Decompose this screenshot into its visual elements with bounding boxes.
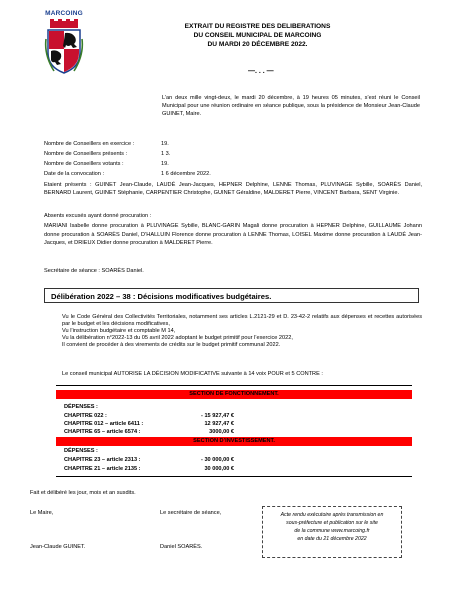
chapter-row-value: 3000,00 € — [209, 429, 234, 435]
chapter-row-value: 30 000,00 € — [204, 466, 234, 472]
absent-procurations: MARIANI Isabelle donne procuration à PLUVINAGE Sybille, BLANC-GARIN Magali donne procuration à HEPNER Delphine, GUILLAUME Johann donne procuration à SOARÈS Daniel, D’HALLUIN Florence donne procuration à LENNE Thomas, LOISEL Maxime donne procuration à LAUDÉ Jean-Jacques, et DRIEUX Didier donne procuration à MALDERET Pierre. — [44, 223, 422, 247]
stamp-line-2: sous-préfecture et publication sur le site — [286, 520, 378, 526]
maire-label: Le Maire, — [30, 510, 54, 516]
secretaire-label: Le secrétaire de séance, — [160, 510, 222, 516]
visa-line-2: Vu l’instruction budgétaire et comptable M 14, — [62, 328, 176, 334]
count-value-presents: 1 3. — [161, 151, 171, 157]
absent-title: Absents excusés ayant donné procuration : — [44, 213, 152, 219]
count-label-presents: Nombre de Conseillers présents : — [44, 151, 128, 157]
count-value-convocation: 1 6 décembre 2022. — [161, 171, 211, 177]
visa-line-4: Il convient de procéder à des virements de crédits sur le budget primitif communal 2022. — [62, 342, 281, 348]
chapter-row-label: CHAPITRE 022 : — [64, 413, 107, 419]
count-value-exercice: 19. — [161, 141, 169, 147]
chapter-row-value: - 30 000,00 € — [201, 457, 234, 463]
document-header — [170, 22, 345, 49]
delibere-line: Fait et délibéré les jour, mois et an susdits. — [30, 490, 136, 496]
present-members: Etaient présents : GUINET Jean-Claude, LAUDÉ Jean-Jacques, HEPNER Delphine, LENNE Thomas, PLUVINAGE Sybille, SOARÈS Daniel, BERNARD Laurent, GUINET Stéphanie, CARPENTIER Christophe, GUINET Géraldine, MALDERET Pierre, VINCENT Barbara, SENT Virginie. — [44, 182, 422, 196]
header-line-2: DU CONSEIL MUNICIPAL DE MARCOING — [193, 32, 322, 39]
chapter-row-label: CHAPITRE 65 – article 6574 : — [64, 429, 141, 435]
deliberation-title: Délibération 2022 – 38 : Décisions modificatives budgétaires. — [44, 288, 419, 303]
stamp-line-4: en date du 21 décembre 2022 — [297, 536, 367, 542]
chapter-row-value: - 15 927,47 € — [201, 413, 234, 419]
visa-line-1: Vu le Code Général des Collectivités Territoriales, notamment ses articles L.2121-29 et D. 23-42-2 relatifs aux dépenses et recettes autorisées par le budget et les décisions modificatives, — [62, 314, 422, 327]
count-value-votants: 19. — [161, 161, 169, 167]
section-investissement-bar: SECTION D’INVESTISSEMENT. — [56, 437, 412, 446]
coat-of-arms-icon — [44, 19, 84, 75]
section-fonctionnement-bar: SECTION DE FONCTIONNEMENT. — [56, 390, 412, 399]
town-logo — [41, 10, 87, 76]
logo-title: MARCOING — [45, 10, 83, 17]
intro-paragraph: L’an deux mille vingt-deux, le mardi 20 décembre, à 19 heures 05 minutes, s’est réuni le Conseil Municipal pour une réunion ordinaire en séance publique, sous la présidence de Monsieur Jean-Claude GUINET, Maire. — [162, 95, 420, 117]
chapter-row-label: CHAPITRE 21 – article 2135 : — [64, 466, 141, 472]
visa-line-3: Vu la délibération n°2022-13 du 05 avril 2022 adoptant le budget primitif pour l’exercice 2022, — [62, 335, 293, 341]
section-rule-bottom — [56, 476, 412, 477]
chapter-row-label: CHAPITRE 23 – article 2313 : — [64, 457, 141, 463]
secretary-line: Secrétaire de séance : SOARÈS Daniel. — [44, 268, 144, 274]
secretaire-name: Daniel SOARÈS. — [160, 544, 203, 550]
depenses-label-1: DÉPENSES : — [64, 404, 98, 410]
stamp-line-1: Acte rendu exécutoire après transmission en — [280, 512, 384, 518]
chapter-row-label: CHAPITRE 012 – article 6411 : — [64, 421, 144, 427]
header-line-1: EXTRAIT DU REGISTRE DES DELIBERATIONS — [184, 23, 331, 30]
header-separator: —. . . — — [248, 68, 274, 75]
maire-name: Jean-Claude GUINET. — [30, 544, 86, 550]
count-label-votants: Nombre de Conseillers votants : — [44, 161, 124, 167]
visas-block — [62, 314, 422, 349]
header-line-3: DU MARDI 20 DÉCEMBRE 2022. — [207, 41, 308, 48]
count-label-exercice: Nombre de Conseillers en exercice : — [44, 141, 135, 147]
authorization-line: Le conseil municipal AUTORISE LA DÉCISION MODIFICATIVE suivante à 14 voix POUR et 5 CONTRE : — [62, 371, 323, 377]
chapter-row-value: 12 927,47 € — [204, 421, 234, 427]
depenses-label-2: DÉPENSES : — [64, 448, 98, 454]
count-label-convocation: Date de la convocation : — [44, 171, 105, 177]
stamp-line-3: de la commune www.marcoing.fr — [294, 528, 370, 534]
section-rule-top — [56, 385, 412, 386]
executory-stamp — [262, 506, 402, 558]
